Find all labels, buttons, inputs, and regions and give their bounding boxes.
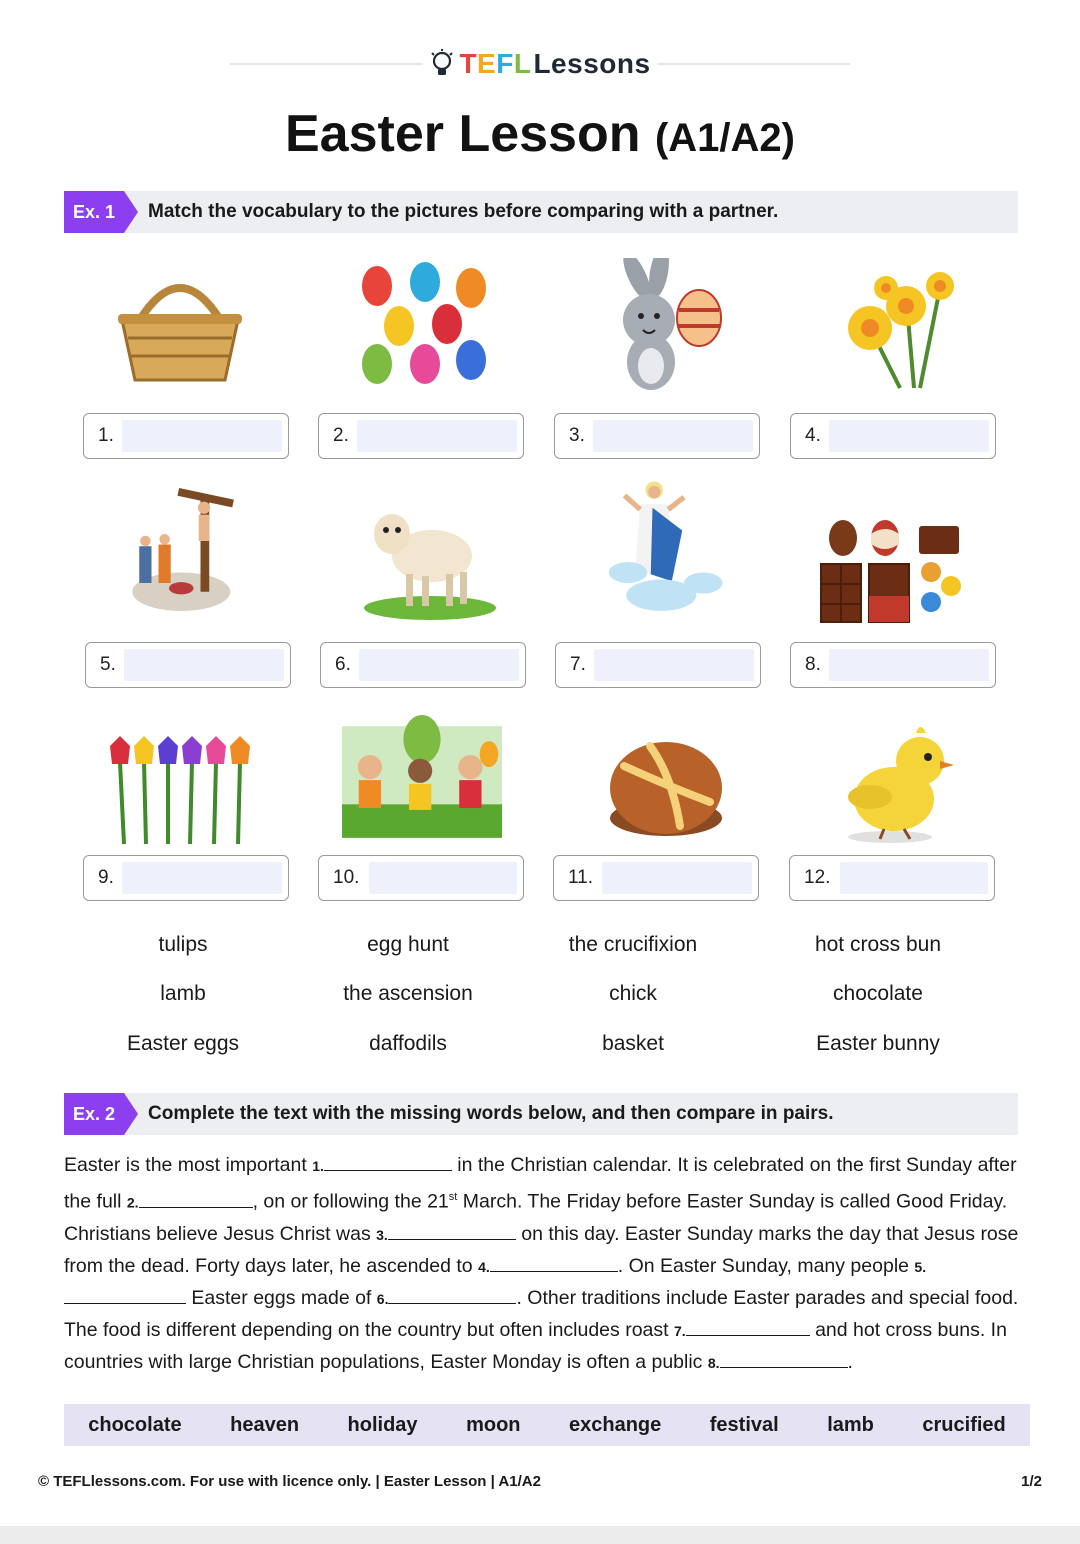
text-segment: . On Easter Sunday, many people [617, 1254, 915, 1277]
page-number: 1/2 [1021, 1473, 1042, 1490]
gap-number: 7. [673, 1322, 686, 1339]
answer-input[interactable] [122, 862, 282, 894]
answer-box-number: 12. [804, 867, 831, 888]
answer-box-number: 2. [333, 425, 349, 446]
crucifixion-icon [110, 478, 270, 618]
logo-row [230, 42, 850, 86]
answer-input[interactable] [369, 862, 517, 894]
answer-box-11[interactable] [553, 855, 759, 901]
text-segment: . Other traditions include Easter parades and special food. The food is different depending on the country but often includes roast [64, 1286, 1019, 1341]
text-segment: . [847, 1350, 853, 1373]
word-bank-item: moon [466, 1413, 521, 1436]
answer-box-8[interactable] [790, 642, 996, 688]
page-footer [38, 1473, 1042, 1490]
word-bank-item: exchange [569, 1413, 662, 1436]
word-bank-item: holiday [347, 1413, 418, 1436]
text-segment: Easter eggs made of [186, 1286, 377, 1309]
chick-icon [820, 716, 980, 856]
gap-blank-5[interactable] [64, 1286, 186, 1304]
hot-cross-bun-icon [588, 716, 748, 856]
brand-letter-e: E [477, 48, 497, 79]
chocolate-icon [815, 500, 975, 640]
answer-box-number: 11. [568, 867, 594, 888]
answer-box-number: 5. [100, 654, 116, 675]
gap-number: 6. [376, 1290, 389, 1307]
gap-blank-7[interactable] [686, 1318, 810, 1336]
text-segment: on this day. Easter Sunday marks the day that Jesus rose from the dead. Forty days later, he ascended to [64, 1222, 1019, 1277]
answer-input[interactable] [124, 649, 284, 681]
text-segment: March. The Friday before Easter Sunday is called Good Friday. Christians believe Jesus Christ was [64, 1190, 1008, 1245]
gap-number: 5. [914, 1258, 927, 1275]
word-bank-item: crucified [922, 1413, 1006, 1436]
answer-box-number: 6. [335, 654, 351, 675]
exercise-1-header [64, 191, 1018, 233]
vocab-word: egg hunt [367, 933, 449, 956]
answer-box-2[interactable] [318, 413, 524, 459]
word-bank-item: festival [709, 1413, 779, 1436]
answer-box-4[interactable] [790, 413, 996, 459]
text-segment: , on or following the 21 [252, 1190, 449, 1213]
text-segment: and hot cross buns. In countries with large Christian populations, Easter Monday is often a public [64, 1318, 1007, 1373]
answer-box-3[interactable] [554, 413, 760, 459]
answer-input[interactable] [122, 420, 282, 452]
answer-box-6[interactable] [320, 642, 526, 688]
answer-input[interactable] [594, 649, 754, 681]
logo-divider-right [657, 63, 850, 65]
answer-input[interactable] [829, 420, 989, 452]
gap-number: 4. [478, 1258, 490, 1275]
exercise-1-instruction: Match the vocabulary to the pictures before comparing with a partner. [148, 201, 779, 222]
gap-blank-1[interactable] [324, 1153, 452, 1171]
brand-letter-f: F [496, 48, 514, 79]
ascension-icon [590, 478, 750, 618]
vocab-word: tulips [158, 933, 208, 956]
word-bank [64, 1404, 1030, 1446]
answer-box-number: 8. [805, 654, 821, 675]
logo-divider-left [230, 63, 423, 65]
gap-blank-8[interactable] [720, 1350, 848, 1368]
word-bank-item: lamb [827, 1413, 874, 1436]
vocab-word: Easter eggs [126, 1032, 240, 1055]
exercise-2-instruction: Complete the text with the missing words below, and then compare in pairs. [148, 1103, 834, 1124]
lamb-icon [350, 484, 510, 624]
vocab-word: chick [609, 982, 657, 1005]
exercise-2-tag: Ex. 2 [64, 1093, 124, 1135]
brand-word-lessons: Lessons [533, 48, 651, 79]
answer-box-number: 1. [98, 425, 114, 446]
answer-input[interactable] [357, 420, 517, 452]
egg-hunt-icon [342, 712, 502, 852]
bottom-strip [0, 1526, 1080, 1544]
vocab-word: the crucifixion [568, 933, 698, 956]
answer-input[interactable] [602, 862, 752, 894]
vocab-word: Easter bunny [816, 1032, 940, 1055]
vocab-word: lamb [160, 982, 206, 1005]
daffodils-icon [830, 258, 990, 398]
gap-number: 3. [376, 1226, 388, 1243]
answer-box-number: 7. [570, 654, 586, 675]
easter-bunny-icon [585, 258, 745, 398]
tulips-icon [104, 722, 264, 862]
answer-box-7[interactable] [555, 642, 761, 688]
gap-fill-text [64, 1150, 1024, 1379]
answer-input[interactable] [359, 649, 519, 681]
page-title [0, 104, 1080, 164]
gap-blank-3[interactable] [388, 1222, 516, 1240]
brand-letter-l: L [513, 48, 532, 79]
copyright-text: © TEFLlessons.com. For use with licence only. | Easter Lesson | A1/A2 [38, 1473, 541, 1490]
vocab-word: hot cross bun [814, 933, 942, 956]
vocab-word: basket [602, 1032, 664, 1055]
word-bank-item: heaven [230, 1413, 300, 1436]
title-level: (A1/A2) [654, 116, 795, 160]
basket-icon [100, 258, 260, 398]
answer-box-number: 9. [98, 867, 114, 888]
answer-box-9[interactable] [83, 855, 289, 901]
gap-blank-2[interactable] [139, 1190, 253, 1208]
vocab-word: chocolate [833, 982, 923, 1005]
answer-box-10[interactable] [318, 855, 524, 901]
answer-input[interactable] [829, 649, 989, 681]
vocab-word: the ascension [343, 982, 473, 1005]
vocab-word: daffodils [369, 1032, 447, 1055]
exercise-2-header [64, 1093, 1018, 1135]
answer-box-number: 3. [569, 425, 585, 446]
answer-box-number: 10. [333, 867, 360, 888]
gap-blank-6[interactable] [388, 1286, 516, 1304]
brand-letter-t: T [459, 48, 478, 79]
answer-input[interactable] [840, 862, 988, 894]
lightbulb-icon [429, 49, 455, 79]
gap-number: 2. [126, 1194, 139, 1211]
answer-box-12[interactable] [789, 855, 995, 901]
easter-eggs-icon [345, 258, 505, 398]
exercise-1-tag: Ex. 1 [64, 191, 124, 233]
text-segment: Easter is the most important [64, 1154, 313, 1176]
title-main: Easter Lesson [285, 105, 641, 163]
answer-box-5[interactable] [85, 642, 291, 688]
gap-number: 8. [707, 1354, 720, 1371]
answer-box-1[interactable] [83, 413, 289, 459]
brand-logo [429, 48, 650, 80]
ordinal-suffix: st [448, 1191, 458, 1203]
text-segment: in the Christian calendar. It is celebrated on the first Sunday after the full [64, 1154, 1017, 1213]
answer-box-number: 4. [805, 425, 821, 446]
word-bank-item: chocolate [88, 1413, 182, 1436]
answer-input[interactable] [593, 420, 753, 452]
gap-blank-4[interactable] [490, 1254, 618, 1272]
gap-number: 1. [312, 1158, 324, 1174]
